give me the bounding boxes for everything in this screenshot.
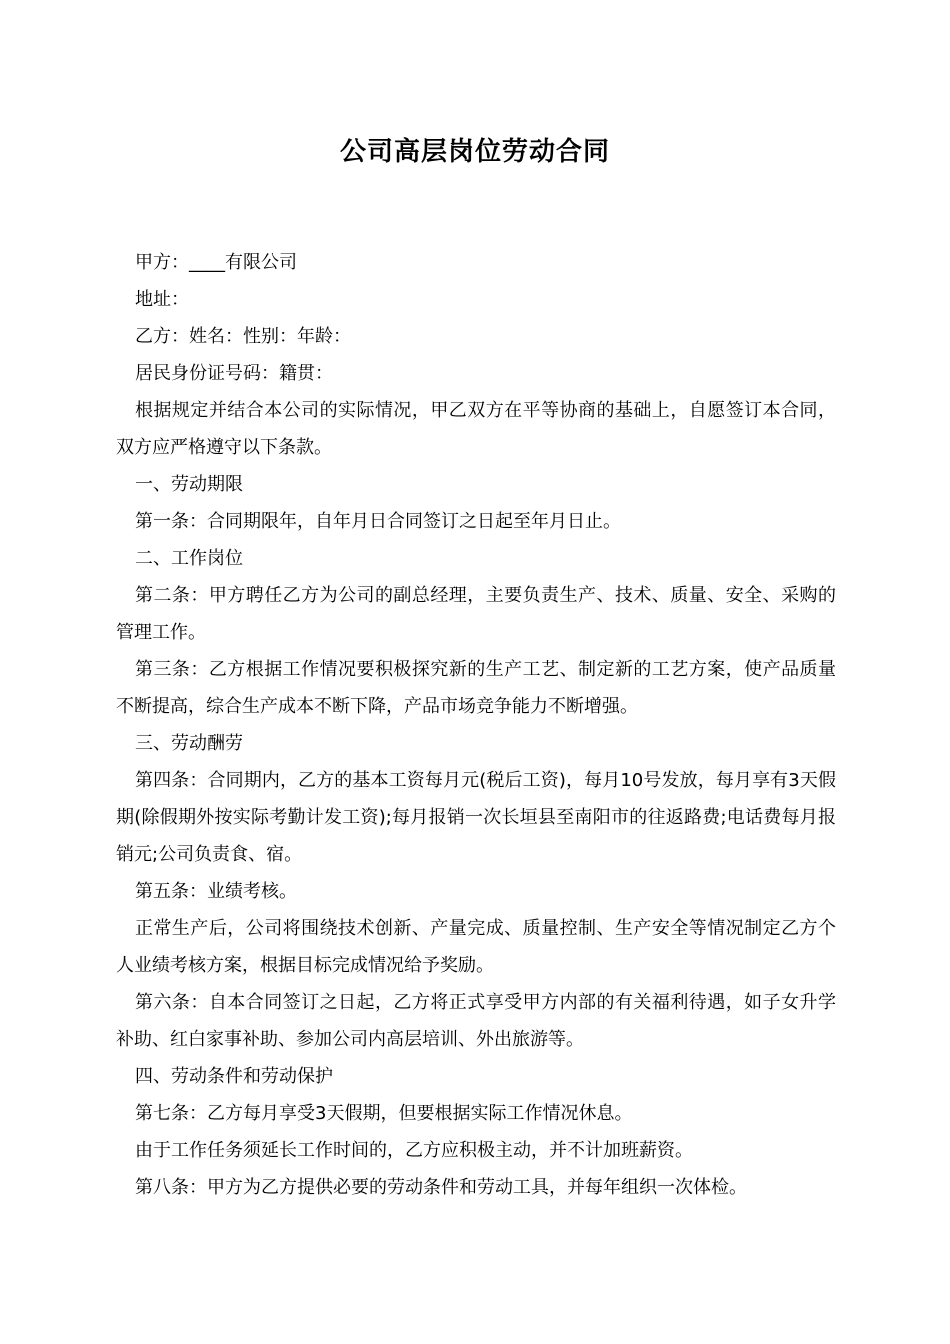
article-5-paragraph: 第五条：业绩考核。 (135, 881, 297, 902)
overtime-paragraph: 由于工作任务须延长工作时间的，乙方应积极主动，并不计加班薪资。 (135, 1140, 693, 1161)
article-4-paragraph: 第四条：合同期内，乙方的基本工资每月元(税后工资)，每月10号发放，每月享有3天假期(除假期外按实际考勤计发工资);每月报销一次长垣县至南阳市的往返路费;电话费每月报销元;公司负责食、宿。 (116, 770, 836, 865)
party-a-line: 甲方：____有限公司 (135, 252, 297, 273)
article-8-paragraph: 第八条：甲方为乙方提供必要的劳动条件和劳动工具，并每年组织一次体检。 (135, 1177, 747, 1198)
section-heading-conditions: 四、劳动条件和劳动保护 (135, 1066, 333, 1087)
section-heading-term: 一、劳动期限 (135, 474, 243, 495)
article-3-paragraph: 第三条：乙方根据工作情况要积极探究新的生产工艺、制定新的工艺方案，使产品质量不断提高，综合生产成本不断下降，产品市场竞争能力不断增强。 (116, 659, 836, 717)
address-line: 地址： (135, 289, 189, 310)
party-b-line: 乙方：姓名：性别：年龄： (135, 326, 351, 347)
document-title: 公司高层岗位劳动合同 (339, 137, 610, 167)
article-1-paragraph: 第一条：合同期限年，自年月日合同签订之日起至年月日止。 (135, 511, 621, 532)
article-2-paragraph: 第二条：甲方聘任乙方为公司的副总经理，主要负责生产、技术、质量、安全、采购的管理工作。 (116, 585, 836, 643)
performance-paragraph: 正常生产后，公司将围绕技术创新、产量完成、质量控制、生产安全等情况制定乙方个人业绩考核方案，根据目标完成情况给予奖励。 (116, 918, 836, 976)
section-heading-position: 二、工作岗位 (135, 548, 243, 569)
document-body (116, 244, 836, 1206)
article-7-paragraph: 第七条：乙方每月享受3天假期，但要根据实际工作情况休息。 (135, 1103, 633, 1124)
article-6-paragraph: 第六条：自本合同签订之日起，乙方将正式享受甲方内部的有关福利待遇，如子女升学补助、红白家事补助、参加公司内高层培训、外出旅游等。 (116, 992, 836, 1050)
preamble-paragraph: 根据规定并结合本公司的实际情况，甲乙双方在平等协商的基础上，自愿签订本合同，双方应严格遵守以下条款。 (116, 400, 836, 458)
id-number-line: 居民身份证号码：籍贯： (135, 363, 333, 384)
section-heading-remuneration: 三、劳动酬劳 (135, 733, 243, 754)
